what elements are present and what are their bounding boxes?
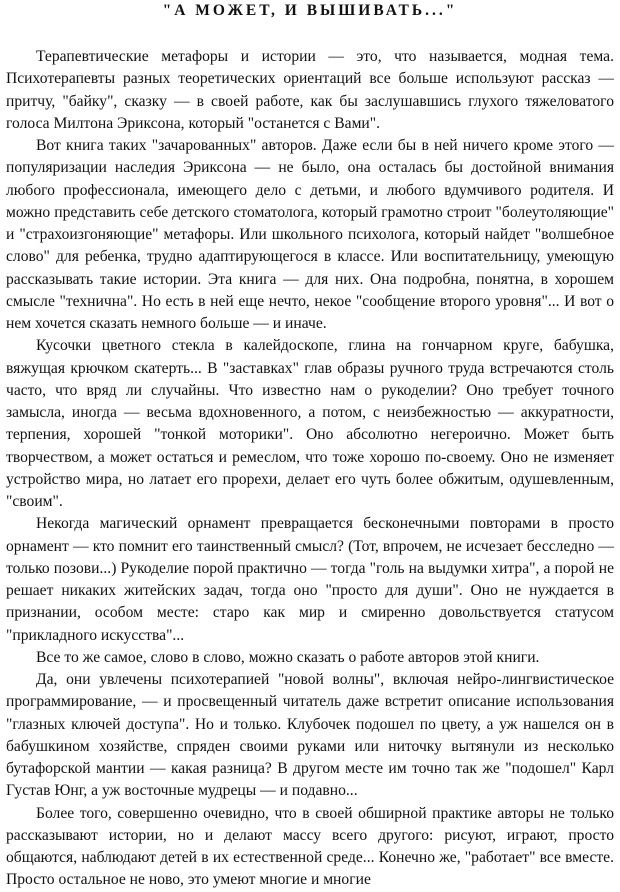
paragraph: Терапевтические метафоры и истории — это, что называется, модная тема. Психотерапевты разных теоретических ориентаций все больше используют рассказ — притчу, "байку", сказку — в своей работе, как бы заслушавшись глухого тяжеловатого голоса Милтона Эриксона, который "останется с Вами". — [6, 48, 614, 132]
paragraph: Некогда магический орнамент превращается бесконечными повторами в просто орнамент — кто помнит его таинственный смысл? (Тот, впрочем, не исчезает бесследно — только позови...) Рукоделие порой практично — тогда "голь на выдумки хитра", а порой не решает никаких житейских задач, тогда оно "просто для души". Оно не нуждается в признании, особом месте: старо как мир и смиренно довольствуется статусом "прикладного искусства"... — [6, 515, 614, 644]
paragraph: Да, они увлечены психотерапией "новой волны", включая нейро-лингвистическое программирование, — и просвещенный читатель даже встретит описание использования "глазных ключей доступа". Но и только. Клубочек подошел по цвету, а уж нашелся он в бабушкином хозяйстве, спряден своими руками или ниточку вытянули из несколько бутафорской мантии — какая разница? В другом месте им точно так же "подошел" Карл Густав Юнг, а уж восточные мудрецы — и подавно... — [6, 671, 614, 800]
paragraph: Кусочки цветного стекла в калейдоскопе, глина на гончарном круге, бабушка, вяжущая крючком скатерть... В "заставках" глав образы ручного труда встречаются столь часто, что вряд ли случайны. Что известно нам о рукоделии? Оно требует точного замысла, иногда — весьма вдохновенного, а потом, с неизбежностью — аккуратности, терпения, хорошей "тонкой моторики". Оно абсолютно негероично. Может быть творчеством, а может остаться и ремеслом, что тоже хорошо по-своему. Оно не изменяет устройство мира, но латает его прорехи, делает его чуть более обжитым, одушевленным, "своим". — [6, 337, 614, 510]
paragraph: Вот книга таких "зачарованных" авторов. Даже если бы в ней ничего кроме этого — популяризации наследия Эриксона — не было, она осталась бы достойной внимания любого профессионала, имеющего дело с детьми, и любого вдумчивого родителя. И можно представить себе детского стоматолога, который грамотно строит "болеутоляющие" и "страхоизгоняющие" метафоры. Или школьного психолога, который найдет "волшебное слово" для ребенка, трудно адаптирующегося в классе. Или воспитательницу, умеющую рассказывать такие истории. Эта книга — для них. Она подробна, понятна, в хорошем смысле "технична". Но есть в ней еще нечто, некое "сообщение второго уровня"... И вот о нем хочется сказать немного больше — и иначе. — [6, 137, 614, 332]
paragraph: Более того, совершенно очевидно, что в своей обширной практике авторы не только рассказывают истории, но и делают массу всего другого: рисуют, играют, просто общаются, наблюдают детей в их естественной среде... Конечно же, "работает" все вместе. Просто остальное не ново, это умеют многие и многие — [6, 804, 614, 889]
chapter-title: "А МОЖЕТ, И ВЫШИВАТЬ..." — [162, 2, 458, 19]
paragraph: Все то же самое, слово в слово, можно сказать о работе авторов этой книги. — [36, 648, 540, 666]
body-text — [6, 46, 614, 892]
